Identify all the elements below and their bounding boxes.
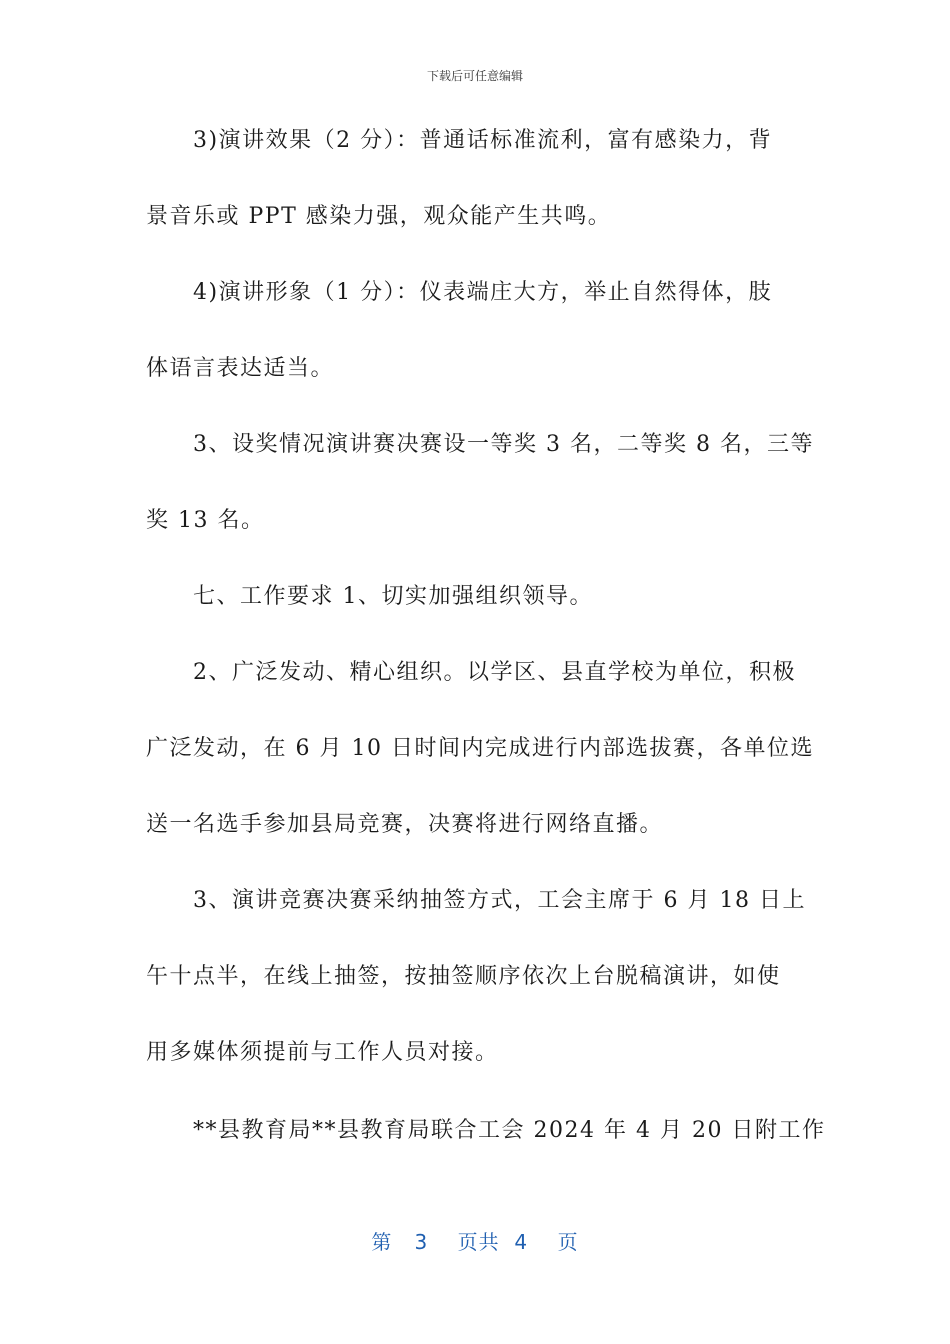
footer-total-pages: 4 bbox=[514, 1230, 529, 1254]
text-line: 3、设奖情况演讲赛决赛设一等奖 3 名，二等奖 8 名，三等 bbox=[146, 432, 814, 457]
footer-middle: 页共 bbox=[457, 1230, 500, 1254]
text-line: 4)演讲形象（1 分）：仪表端庄大方，举止自然得体，肢 bbox=[146, 280, 773, 305]
text-line: 3、演讲竞赛决赛采纳抽签方式，工会主席于 6 月 18 日上 bbox=[146, 888, 806, 913]
text-line: 七、工作要求 1、切实加强组织领导。 bbox=[146, 584, 593, 609]
text-line: 奖 13 名。 bbox=[146, 508, 265, 533]
text-line: 用多媒体须提前与工作人员对接。 bbox=[146, 1040, 499, 1065]
header-note: 下载后可任意编辑 bbox=[426, 69, 523, 83]
text-line: 体语言表达适当。 bbox=[146, 356, 335, 381]
text-line: 午十点半，在线上抽签，按抽签顺序依次上台脱稿演讲，如使 bbox=[146, 964, 781, 989]
text-line: 广泛发动，在 6 月 10 日时间内完成进行内部选拔赛，各单位选 bbox=[146, 736, 814, 761]
text-line: 送一名选手参加县局竞赛，决赛将进行网络直播。 bbox=[146, 812, 664, 837]
page-footer bbox=[0, 1226, 950, 1255]
footer-suffix: 页 bbox=[557, 1230, 579, 1254]
footer-page-number: 3 bbox=[414, 1230, 429, 1254]
footer-prefix: 第 bbox=[371, 1230, 393, 1254]
text-line: 2、广泛发动、精心组织。以学区、县直学校为单位，积极 bbox=[146, 660, 796, 685]
text-line: 3)演讲效果（2 分）：普通话标准流利，富有感染力，背 bbox=[146, 128, 773, 153]
text-line: **县教育局**县教育局联合工会 2024 年 4 月 20 日附工作 bbox=[146, 1118, 826, 1143]
text-line: 景音乐或 PPT 感染力强，观众能产生共鸣。 bbox=[146, 204, 612, 229]
